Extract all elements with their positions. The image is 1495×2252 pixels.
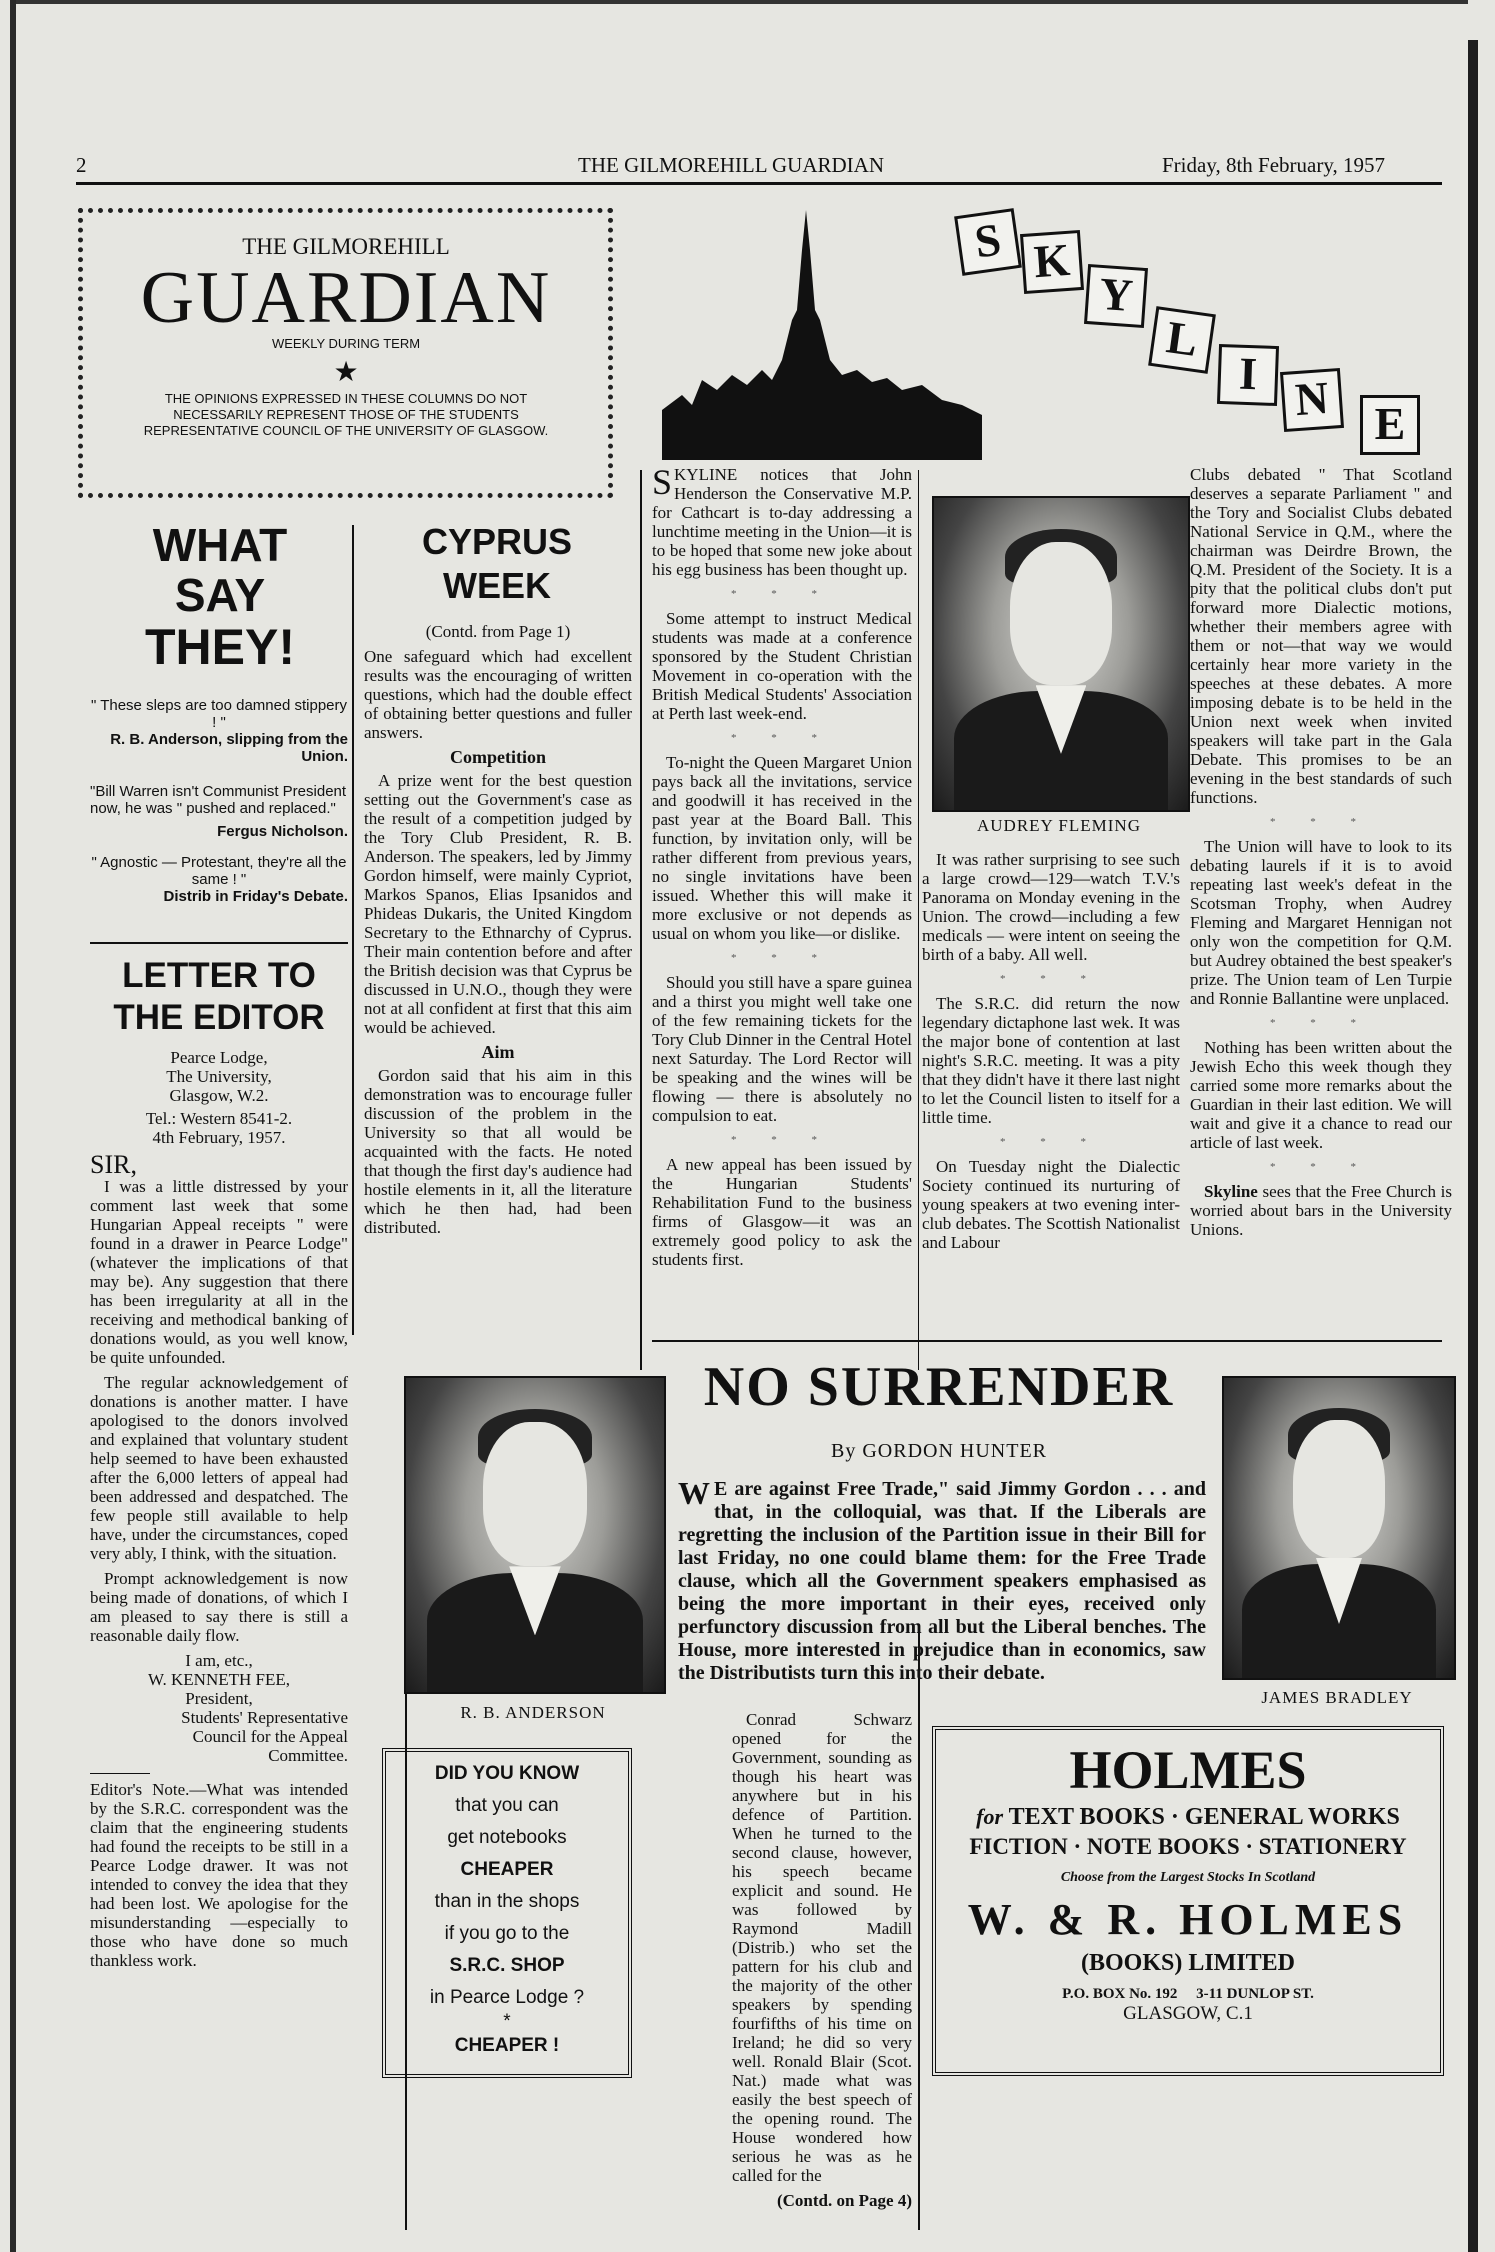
issue-date: Friday, 8th February, 1957 [1162, 153, 1385, 177]
skyline-stars: * * * [731, 1134, 833, 1146]
cyprus-p2: A prize went for the best question setting out the Government's case as the result of a competition judged by the Tory Club President, R. B. Anderson. The speakers, led by Jimmy Gordon himself, were mainly Cypriot, Markos Spanos, Elias Ipsanidos and Phideas Dukaris, the United Kingdom Secretary to the Ethnarchy of Cyprus. Their main contention before and after the British decision was that Cyprus be discussed in U.N.O., though they were not at all confident at first that this aim would be achieved. [364, 771, 632, 1037]
quote-3-attrib: Distrib in Friday's Debate. [163, 888, 348, 905]
wst-line1: WHAT [152, 519, 288, 571]
src-ad-l7: S.R.C. SHOP [449, 1955, 565, 1976]
masthead-line1: THE GILMOREHILL [242, 234, 450, 259]
skyline-c2-p3: On Tuesday night the Dialectic Society continued its nurturing of young speakers at two evening inter-club debates. The Scottish Nationalist and Labour [922, 1157, 1180, 1252]
letter-addr2: The University, [166, 1067, 272, 1086]
page-number: 2 [76, 153, 87, 177]
skyline-p1: SKYLINE notices that John Henderson the Conservative M.P. for Cathcart is to-day addressing a lunchtime meeting in the Union—it is to be hoped that some new joke about his egg business has been thought up. [652, 462, 912, 579]
no-surrender-p1: Conrad Schwarz opened for the Government, sounding as though his heart was anywhere but in his defence of Partition. When he turned to the second clause, however, his speech became explicit and sound. He was followed by Raymond Madill (Distrib.) who set the pattern for his club and the majority of the other speakers by spending fourfifths of his time on Ireland; he did so very well. Ronald Blair (Scot. Nat.) made what was easily the best speech of the opening round. The House wondered how serious he was as he called for the [732, 1710, 912, 2185]
photo-caption-audrey: AUDREY FLEMING [976, 816, 1141, 835]
masthead-disclaimer: THE OPINIONS EXPRESSED IN THESE COLUMNS DO NOT NECESSARILY REPRESENT THOSE OF THE STUDENTS REPRESENTATIVE COUNCIL OF THE UNIVERSITY OF GLASGOW. [143, 391, 549, 438]
skyline-stars: * * * [731, 952, 833, 964]
tower-silhouette-shape [662, 210, 982, 460]
quote-2-attrib: Fergus Nicholson. [217, 823, 348, 840]
holmes-line1: for TEXT BOOKS · GENERAL WORKS [976, 1804, 1400, 1830]
skyline-stars: * * * [731, 732, 833, 744]
src-ad-l2: that you can [455, 1795, 559, 1816]
skyline-stars: * * * [1270, 1161, 1372, 1173]
skyline-p2: Some attempt to instruct Medical students was made at a conference sponsored by the Student Christian Movement in co-operation with the British Medical Students' Association at Perth last week-end. [652, 609, 912, 723]
holmes-address: P.O. BOX No. 192 3-11 DUNLOP ST. [1062, 1986, 1314, 2002]
skyline-letter-l: L [1148, 306, 1216, 374]
letter-p1: I was a little distressed by your comment last week that some Hungarian Appeal receipts " were found in a drawer in Pearce Lodge" (whatever the implications of that may be). Any suggestion that there has been irregularity at all in the receiving and methodical banking of donations would, as you well know, be quite unfounded. [90, 1177, 348, 1367]
skyline-letter-e: E [1360, 395, 1420, 455]
wst-line2: SAY [174, 569, 266, 621]
wst-rule [90, 942, 348, 944]
skyline-rule-a [918, 470, 919, 1370]
skyline-c3-p2: The Union will have to look to its debating laurels if it is to avoid repeating last week's defeat in the Scotsman Trophy, when Audrey Fleming and Margaret Hennigan not only won the competition for Q.M. but Audrey obtained the best speaker's prize. The Union team of Len Turpie and Ronnie Ballantine were unplaced. [1190, 837, 1452, 1008]
holmes-company: W. & R. HOLMES [967, 1895, 1409, 1944]
cyprus-p3: Gordon said that his aim in this demonstration was to encourage fuller discussion of the problem in the University so that all would be acquainted with the facts. He noted that though the first day's audience had hostile elements in it, all the literature which he then had, had been distributed. [364, 1066, 632, 1237]
skyline-stars: * * * [1000, 973, 1102, 985]
skyline-col3 [1190, 465, 1452, 1245]
masthead-title: GUARDIAN [140, 257, 552, 339]
letter-heading-1: LETTER TO [122, 956, 316, 995]
src-ad-l4: CHEAPER [460, 1859, 554, 1880]
page-border-top [16, 0, 1468, 4]
mid-rule [652, 1340, 1442, 1342]
skyline-letter-y: Y [1084, 264, 1148, 328]
skyline-letter-k: K [1020, 230, 1084, 294]
src-ad-l9: * [503, 2011, 511, 2032]
editors-note: Editor's Note.—What was intended by the S.R.C. correspondent was the claim that the engineering students had found the receipts to be still in a Pearce Lodge drawer. It was not intended to convey the idea that they had been lost. We apologise for the misunderstanding —especially to those who have done so much thankless work. [90, 1780, 348, 1970]
letter-sig-role2: Students' Representative Council for the Appeal Committee. [181, 1708, 348, 1765]
col-rule-1 [352, 525, 354, 1335]
masthead-frequency: WEEKLY DURING TERM [271, 336, 421, 351]
skyline-letter-n: N [1280, 368, 1344, 432]
cyprus-heading-2: WEEK [443, 565, 551, 606]
skyline-col1 [652, 462, 912, 1275]
masthead [96, 226, 596, 488]
skyline-c3-p1: Clubs debated " That Scotland deserves a separate Parliament " and the Tory and Socialist Clubs debated National Service in Q.M., where the chairman was Deirdre Brown, the Q.M. President of the Society. It is a pity that the political clubs don't put forward more Dialectic motions, whether their members agree with them or not—that way we would certainly hear more variety in the speeches at these debates. A more imposing debate is to be held in the Union next week when invited speakers will take part in the Gala Debate. This promises to be an evening in the best standards of such functions. [1190, 465, 1452, 807]
newspaper-name: THE GILMOREHILL GUARDIAN [578, 153, 885, 177]
no-surrender-body [732, 1710, 912, 2210]
src-ad-l6: if you go to the [444, 1923, 570, 1944]
university-skyline-silhouette [662, 210, 982, 460]
photo-caption-bradley: JAMES BRADLEY [1261, 1688, 1413, 1707]
no-surrender-byline: By GORDON HUNTER [831, 1440, 1047, 1462]
quote-1-attrib: R. B. Anderson, slipping from the Union. [110, 731, 348, 765]
skyline-stars: * * * [731, 588, 833, 600]
skyline-c3-p3: Nothing has been written about the Jewish Echo this week though they carried some more remarks about the Guardian in their last edition. We will wait and give it a chance to read our article of last week. [1190, 1038, 1452, 1152]
skyline-p3: To-night the Queen Margaret Union pays back all the invitations, service and goodwill it has received in the past year at the Board Ball. This function, by invitation only, will be rather different from previous years, no single invitations have been issued. Whether this will make it more exclusive or not depends as usual on whom you like—or dislike. [652, 753, 912, 943]
skyline-letter-i: I [1217, 344, 1279, 406]
cyprus-sub1: Competition [450, 747, 546, 767]
page-border-left [10, 0, 16, 2252]
cyprus-sub2: Aim [481, 1042, 515, 1062]
letter-sig-name: W. KENNETH FEE, [148, 1670, 290, 1689]
skyline-stars: * * * [1270, 816, 1372, 828]
letter-p3: Prompt acknowledgement is now being made of donations, of which I am pleased to say there is still a reasonable daily flow. [90, 1569, 348, 1645]
skyline-c2-p1: It was rather surprising to see such a large crowd—129—watch T.V.'s Panorama on Monday evening in the Union. The crowd—including a few medicals — were intent on seeing the birth of a baby. All well. [922, 850, 1180, 964]
letter-addr3: Glasgow, W.2. [169, 1086, 269, 1105]
holmes-name: HOLMES [1069, 1740, 1307, 1800]
letter-signoff: I am, etc., [185, 1651, 253, 1670]
quote-3: " Agnostic — Protestant, they're all the same ! " [91, 854, 347, 888]
photo-audrey-fleming [932, 496, 1190, 812]
src-ad-l1: DID YOU KNOW [434, 1763, 580, 1784]
cyprus-heading [362, 520, 632, 608]
holmes-line2: FICTION · NOTE BOOKS · STATIONERY [969, 1834, 1407, 1859]
skyline-stars: * * * [1000, 1136, 1102, 1148]
src-ad-l10: CHEAPER ! [454, 2035, 560, 2056]
cyprus-heading-1: CYPRUS [421, 521, 573, 562]
header-rule [76, 182, 1442, 185]
letter-addr1: Pearce Lodge, [170, 1048, 268, 1067]
letter-heading [90, 955, 348, 1039]
letter-date: 4th February, 1957. [152, 1128, 286, 1147]
cyprus-p1: One safeguard which had excellent results was the encouraging of written questions, which had the double effect of obtaining better questions and fuller answers. [364, 647, 632, 742]
src-ad-l5: than in the shops [434, 1891, 580, 1912]
letter-heading-2: THE EDITOR [113, 998, 325, 1037]
holmes-city: GLASGOW, C.1 [1123, 2003, 1253, 2024]
holmes-tagline: Choose from the Largest Stocks In Scotland [1060, 1870, 1316, 1885]
photo-caption-anderson: R. B. ANDERSON [460, 1703, 606, 1722]
holmes-ad [932, 1726, 1444, 2076]
src-ad-l8: in Pearce Lodge ? [429, 1987, 585, 2008]
letter-body [90, 1048, 348, 1976]
cyprus-body [364, 622, 632, 1243]
quote-block [90, 697, 348, 905]
wst-line3: THEY! [145, 619, 295, 675]
quote-2: "Bill Warren isn't Communist President now, he was " pushed and replaced." [90, 783, 347, 817]
no-surrender-contd: (Contd. on Page 4) [776, 2191, 912, 2210]
skyline-p5: A new appeal has been issued by the Hungarian Students' Rehabilitation Fund to the business firms of Glasgow—it was an extremely good policy to ask the students first. [652, 1155, 912, 1269]
masthead-star: ★ [333, 357, 359, 388]
src-shop-ad [382, 1748, 632, 2078]
cyprus-contd: (Contd. from Page 1) [425, 622, 571, 641]
letter-p2: The regular acknowledgement of donations is another matter. I have apologised to the donors involved and explained that voluntary student help seemed to have been exhausted after the 6,000 letters of appeal had been addressed and despatched. The few people still available to help have, under the circumstances, coped very ably, I think, with the situation. [90, 1373, 348, 1563]
skyline-p4: Should you still have a spare guinea and a thirst you might well take one of the few remaining tickets for the Tory Club Dinner in the Central Hotel next Saturday. The Lord Rector will be speaking and the wines will be flowing — there is absolutely no compulsion to eat. [652, 973, 912, 1125]
photo-james-bradley [1222, 1376, 1456, 1680]
letter-salutation: SIR, [90, 1150, 137, 1179]
skyline-c3-p4: Skyline sees that the Free Church is worried about bars in the University Unions. [1190, 1182, 1452, 1239]
letter-tel: Tel.: Western 8541-2. [145, 1109, 293, 1128]
quote-1: " These sleps are too damned stippery ! " [90, 697, 348, 731]
skyline-c2-p2: The S.R.C. did return the now legendary dictaphone last wek. It was the major bone of contention at last night's S.R.C. meeting. It was a pity that they didn't have it there last night to let the Council listen to itself for a little time. [922, 994, 1180, 1127]
letter-sig-role1: President, [185, 1689, 253, 1708]
no-surrender-lead: W E are against Free Trade," said Jimmy Gordon . . . and that, in the colloquial, was that. If the Liberals are regretting the inclusion of the Partition issue in their Bill for last Friday, no one could blame them: for the Free Trade clause, which all the Government speakers emphasised as being the more important in their eyes, received only perfunctory discussion from all but the Liberal benches. The House, more interested in prejudice than in economics, saw the Distributists turn this into their debate. [678, 1475, 1206, 1684]
col-rule-2 [640, 470, 642, 1370]
skyline-col2 [922, 850, 1180, 1258]
photo-rb-anderson [404, 1376, 666, 1694]
col-rule-4 [918, 1630, 920, 2230]
what-say-they-heading [90, 520, 350, 674]
skyline-letter-s: S [954, 208, 1022, 276]
holmes-company2: (BOOKS) LIMITED [1080, 1950, 1296, 1976]
src-ad-l3: get notebooks [447, 1827, 567, 1848]
page-border-right [1468, 40, 1478, 2252]
skyline-stars: * * * [1270, 1017, 1372, 1029]
no-surrender-heading: NO SURRENDER [703, 1356, 1175, 1418]
